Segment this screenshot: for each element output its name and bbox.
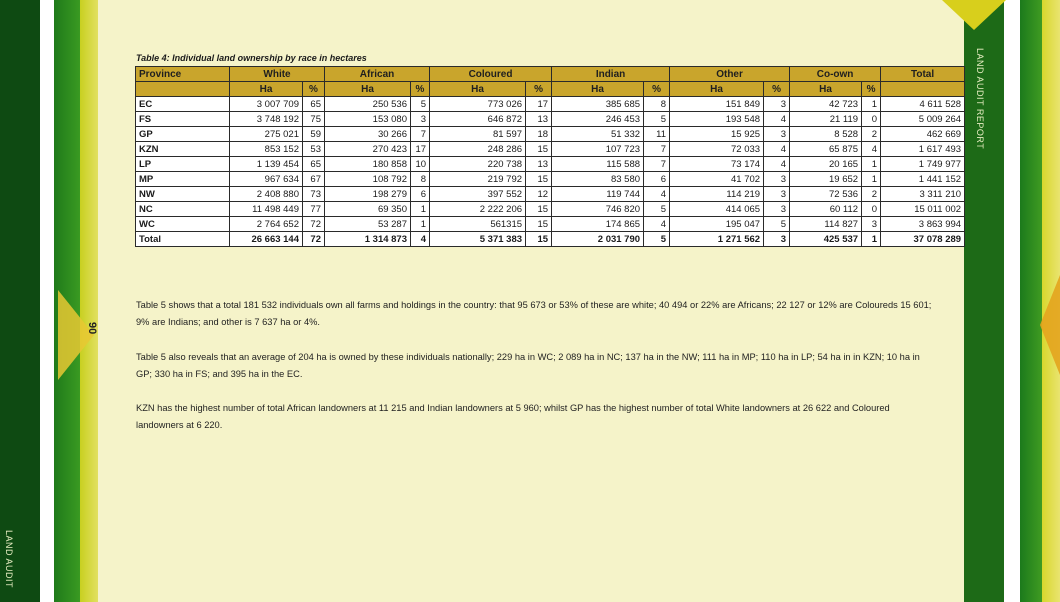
subheader-pct: % <box>862 82 881 97</box>
cell-province: WC <box>136 217 230 232</box>
cell-white-pct: 73 <box>303 187 325 202</box>
side-label-left: LAND AUDIT <box>4 530 14 589</box>
table-row <box>136 187 965 202</box>
cell-indian-ha: 174 865 <box>552 217 644 232</box>
cell-indian-pct: 5 <box>644 202 670 217</box>
subheader-pct: % <box>303 82 325 97</box>
cell-other-pct: 4 <box>764 112 790 127</box>
subheader-pct: % <box>764 82 790 97</box>
cell-total: 5 009 264 <box>881 112 965 127</box>
cell-coloured-pct: 15 <box>526 232 552 247</box>
cell-province: NW <box>136 187 230 202</box>
subheader-pct: % <box>526 82 552 97</box>
right-triangle-decoration <box>1040 275 1060 375</box>
cell-coloured-ha: 2 222 206 <box>430 202 526 217</box>
cell-coown-ha: 42 723 <box>790 97 862 112</box>
table-row <box>136 112 965 127</box>
side-label-report: LAND AUDIT REPORT <box>975 48 985 150</box>
cell-coloured-ha: 219 792 <box>430 172 526 187</box>
top-notch-decoration <box>942 0 1006 30</box>
col-province: Province <box>136 67 230 82</box>
table-subheader-row <box>136 82 965 97</box>
cell-coloured-ha: 773 026 <box>430 97 526 112</box>
cell-white-ha: 853 152 <box>230 142 303 157</box>
cell-african-ha: 198 279 <box>325 187 411 202</box>
cell-coown-pct: 0 <box>862 202 881 217</box>
cell-indian-ha: 746 820 <box>552 202 644 217</box>
cell-other-pct: 3 <box>764 232 790 247</box>
table-row <box>136 172 965 187</box>
subheader-blank <box>881 82 965 97</box>
cell-other-ha: 195 047 <box>670 217 764 232</box>
cell-white-ha: 3 007 709 <box>230 97 303 112</box>
cell-white-pct: 67 <box>303 172 325 187</box>
cell-indian-ha: 107 723 <box>552 142 644 157</box>
cell-african-ha: 270 423 <box>325 142 411 157</box>
cell-african-pct: 8 <box>411 172 430 187</box>
cell-indian-ha: 115 588 <box>552 157 644 172</box>
cell-coown-pct: 0 <box>862 112 881 127</box>
cell-coown-pct: 1 <box>862 157 881 172</box>
cell-other-ha: 72 033 <box>670 142 764 157</box>
cell-indian-ha: 51 332 <box>552 127 644 142</box>
cell-indian-pct: 6 <box>644 172 670 187</box>
cell-indian-ha: 119 744 <box>552 187 644 202</box>
cell-white-ha: 967 634 <box>230 172 303 187</box>
cell-total: 1 441 152 <box>881 172 965 187</box>
cell-other-pct: 3 <box>764 172 790 187</box>
cell-total: 1 617 493 <box>881 142 965 157</box>
left-triangle-decoration <box>58 290 94 380</box>
subheader-pct: % <box>644 82 670 97</box>
table-row <box>136 202 965 217</box>
cell-total: 37 078 289 <box>881 232 965 247</box>
cell-indian-ha: 385 685 <box>552 97 644 112</box>
cell-coloured-ha: 248 286 <box>430 142 526 157</box>
cell-coown-ha: 19 652 <box>790 172 862 187</box>
cell-african-ha: 250 536 <box>325 97 411 112</box>
cell-coloured-ha: 397 552 <box>430 187 526 202</box>
table-row <box>136 142 965 157</box>
cell-province: EC <box>136 97 230 112</box>
cell-coloured-ha: 81 597 <box>430 127 526 142</box>
cell-coown-pct: 4 <box>862 142 881 157</box>
cell-african-pct: 6 <box>411 187 430 202</box>
cell-other-pct: 3 <box>764 97 790 112</box>
subheader-ha: Ha <box>430 82 526 97</box>
cell-coloured-pct: 18 <box>526 127 552 142</box>
cell-african-ha: 153 080 <box>325 112 411 127</box>
cell-other-ha: 1 271 562 <box>670 232 764 247</box>
cell-coloured-pct: 15 <box>526 172 552 187</box>
paragraph-2: Table 5 also reveals that an average of 204 ha is owned by these individuals nationally; 229 ha in WC; 2 089 ha in NC; 137 ha in the NW; 111 ha in MP; 110 ha in LP; 54 ha in in KZN; 10 ha in GP; 330 ha in FS; and 395 ha in the EC. <box>136 352 920 379</box>
cell-coloured-pct: 15 <box>526 217 552 232</box>
cell-african-pct: 5 <box>411 97 430 112</box>
cell-coown-pct: 3 <box>862 217 881 232</box>
cell-white-ha: 3 748 192 <box>230 112 303 127</box>
cell-coloured-pct: 15 <box>526 202 552 217</box>
cell-african-ha: 108 792 <box>325 172 411 187</box>
cell-african-pct: 17 <box>411 142 430 157</box>
paragraph-3: KZN has the highest number of total African landowners at 11 215 and Indian landowners at 5 960; whilst GP has the highest number of total White landowners at 26 622 and Coloured landowners at 6 220. <box>136 403 890 430</box>
cell-coown-ha: 21 119 <box>790 112 862 127</box>
cell-other-pct: 3 <box>764 187 790 202</box>
cell-coown-pct: 1 <box>862 97 881 112</box>
cell-other-pct: 3 <box>764 127 790 142</box>
cell-coown-ha: 72 536 <box>790 187 862 202</box>
cell-white-ha: 1 139 454 <box>230 157 303 172</box>
cell-african-pct: 3 <box>411 112 430 127</box>
cell-province: MP <box>136 172 230 187</box>
col-white: White <box>230 67 325 82</box>
cell-other-pct: 4 <box>764 157 790 172</box>
cell-other-pct: 3 <box>764 202 790 217</box>
cell-total: 3 863 994 <box>881 217 965 232</box>
cell-other-ha: 114 219 <box>670 187 764 202</box>
cell-coown-pct: 1 <box>862 172 881 187</box>
cell-african-pct: 10 <box>411 157 430 172</box>
col-indian: Indian <box>552 67 670 82</box>
subheader-ha: Ha <box>325 82 411 97</box>
cell-indian-pct: 4 <box>644 217 670 232</box>
cell-coloured-ha: 5 371 383 <box>430 232 526 247</box>
table-header-row <box>136 67 965 82</box>
cell-indian-pct: 5 <box>644 112 670 127</box>
cell-other-ha: 41 702 <box>670 172 764 187</box>
subheader-pct: % <box>411 82 430 97</box>
subheader-ha: Ha <box>552 82 644 97</box>
col-african: African <box>325 67 430 82</box>
cell-indian-ha: 83 580 <box>552 172 644 187</box>
cell-coloured-pct: 13 <box>526 157 552 172</box>
cell-coloured-pct: 15 <box>526 142 552 157</box>
cell-white-ha: 26 663 144 <box>230 232 303 247</box>
cell-white-ha: 2 408 880 <box>230 187 303 202</box>
page-number: 90 <box>86 322 98 335</box>
cell-white-pct: 59 <box>303 127 325 142</box>
cell-other-ha: 15 925 <box>670 127 764 142</box>
cell-total: 15 011 002 <box>881 202 965 217</box>
cell-white-pct: 77 <box>303 202 325 217</box>
table-row <box>136 157 965 172</box>
cell-white-ha: 11 498 449 <box>230 202 303 217</box>
cell-other-ha: 73 174 <box>670 157 764 172</box>
cell-province: KZN <box>136 142 230 157</box>
subheader-ha: Ha <box>670 82 764 97</box>
cell-indian-ha: 2 031 790 <box>552 232 644 247</box>
cell-coown-ha: 114 827 <box>790 217 862 232</box>
cell-other-ha: 151 849 <box>670 97 764 112</box>
cell-african-pct: 1 <box>411 217 430 232</box>
land-ownership-table <box>135 66 965 247</box>
cell-coown-ha: 60 112 <box>790 202 862 217</box>
cell-coown-pct: 1 <box>862 232 881 247</box>
cell-coown-ha: 20 165 <box>790 157 862 172</box>
cell-indian-pct: 7 <box>644 142 670 157</box>
left-dark-band <box>0 0 40 602</box>
cell-white-pct: 72 <box>303 217 325 232</box>
cell-african-pct: 4 <box>411 232 430 247</box>
table-total-row <box>136 232 965 247</box>
right-gap <box>1004 0 1020 602</box>
table-row <box>136 217 965 232</box>
cell-white-pct: 65 <box>303 97 325 112</box>
cell-white-pct: 75 <box>303 112 325 127</box>
cell-indian-ha: 246 453 <box>552 112 644 127</box>
cell-indian-pct: 7 <box>644 157 670 172</box>
cell-indian-pct: 4 <box>644 187 670 202</box>
cell-coloured-ha: 561315 <box>430 217 526 232</box>
paragraph-1: Table 5 shows that a total 181 532 individuals own all farms and holdings in the country: that 95 673 or 53% of these are white; 40 494 or 22% are Africans; 22 127 or 12% are Coloureds 15 601; 9% are Indians; and other is 7 637 ha or 4%. <box>136 300 932 327</box>
cell-african-ha: 180 858 <box>325 157 411 172</box>
col-total: Total <box>881 67 965 82</box>
cell-other-pct: 5 <box>764 217 790 232</box>
cell-coown-pct: 2 <box>862 127 881 142</box>
col-coown: Co-own <box>790 67 881 82</box>
cell-coown-ha: 425 537 <box>790 232 862 247</box>
left-gap <box>40 0 54 602</box>
cell-indian-pct: 11 <box>644 127 670 142</box>
cell-white-ha: 275 021 <box>230 127 303 142</box>
cell-african-ha: 30 266 <box>325 127 411 142</box>
cell-province: NC <box>136 202 230 217</box>
col-other: Other <box>670 67 790 82</box>
cell-coloured-pct: 13 <box>526 112 552 127</box>
table-title: Table 4: Individual land ownership by race in hectares <box>136 53 367 63</box>
cell-coloured-ha: 220 738 <box>430 157 526 172</box>
cell-total: 3 311 210 <box>881 187 965 202</box>
cell-coloured-pct: 12 <box>526 187 552 202</box>
col-coloured: Coloured <box>430 67 552 82</box>
cell-coloured-pct: 17 <box>526 97 552 112</box>
subheader-blank <box>136 82 230 97</box>
cell-indian-pct: 5 <box>644 232 670 247</box>
cell-african-pct: 1 <box>411 202 430 217</box>
cell-coown-ha: 8 528 <box>790 127 862 142</box>
cell-other-ha: 193 548 <box>670 112 764 127</box>
cell-white-pct: 65 <box>303 157 325 172</box>
cell-other-ha: 414 065 <box>670 202 764 217</box>
subheader-ha: Ha <box>790 82 862 97</box>
cell-other-pct: 4 <box>764 142 790 157</box>
cell-african-pct: 7 <box>411 127 430 142</box>
cell-coown-pct: 2 <box>862 187 881 202</box>
cell-province: LP <box>136 157 230 172</box>
table-row <box>136 127 965 142</box>
cell-white-ha: 2 764 652 <box>230 217 303 232</box>
cell-coloured-ha: 646 872 <box>430 112 526 127</box>
cell-white-pct: 53 <box>303 142 325 157</box>
subheader-ha: Ha <box>230 82 303 97</box>
cell-coown-ha: 65 875 <box>790 142 862 157</box>
cell-province: Total <box>136 232 230 247</box>
cell-white-pct: 72 <box>303 232 325 247</box>
cell-total: 462 669 <box>881 127 965 142</box>
cell-total: 4 611 528 <box>881 97 965 112</box>
cell-total: 1 749 977 <box>881 157 965 172</box>
right-next-page-band <box>1020 0 1042 602</box>
cell-african-ha: 53 287 <box>325 217 411 232</box>
cell-african-ha: 69 350 <box>325 202 411 217</box>
cell-african-ha: 1 314 873 <box>325 232 411 247</box>
table-row <box>136 97 965 112</box>
cell-province: FS <box>136 112 230 127</box>
cell-indian-pct: 8 <box>644 97 670 112</box>
cell-province: GP <box>136 127 230 142</box>
